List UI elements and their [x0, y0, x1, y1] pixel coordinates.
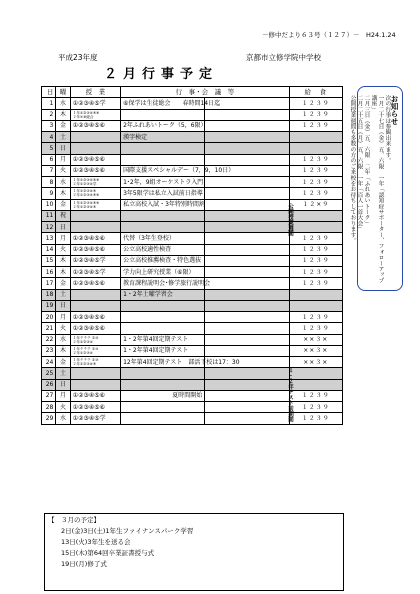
table-row — [42, 357, 343, 368]
class-cell — [70, 188, 120, 199]
class-cell: ①②③④⑤⑥ — [70, 312, 120, 323]
day-cell: 25 — [42, 368, 56, 379]
table-row — [42, 165, 343, 176]
weekday-cell: 日 — [56, 222, 70, 233]
class-cell — [70, 334, 120, 345]
lunch-cell: ××３× — [289, 357, 342, 368]
lunch-cell: １２３９ — [289, 177, 342, 188]
day-cell: 15 — [42, 255, 56, 266]
lunch-cell: １２３９ — [289, 165, 342, 176]
class-cell — [70, 345, 120, 356]
day-cell: 21 — [42, 323, 56, 334]
lunch-cell: １２３９ — [289, 109, 342, 120]
class-cell: ①②③④⑤⑥ — [70, 154, 120, 165]
event-cell — [121, 109, 205, 120]
weekday-cell: 月 — [56, 233, 70, 244]
weekday-cell: 火 — [56, 244, 70, 255]
class-cell: ①②③④⑤⑥ — [70, 402, 120, 413]
event-cell: 漢字検定 — [121, 132, 205, 143]
school-year: 平成23年度 — [58, 53, 98, 62]
lunch-cell — [289, 143, 342, 154]
class-cell — [70, 143, 120, 154]
class-cell: ①②③④⑤学 — [70, 255, 120, 266]
march-heading: 【 ３月の予定】 — [48, 516, 100, 524]
table-row — [42, 278, 343, 289]
event-cell — [121, 222, 205, 233]
class-cell-line: ２年①②③④ — [72, 339, 93, 344]
note-cell — [205, 300, 289, 311]
day-cell: 22 — [42, 334, 56, 345]
lunch-cell — [289, 132, 342, 143]
event-cell — [121, 210, 205, 221]
weekday-cell: 土 — [56, 368, 70, 379]
day-cell: 12 — [42, 222, 56, 233]
event-cell: 1･2年，9組オーケストラ入門 — [121, 177, 205, 188]
weekday-cell: 木 — [56, 188, 70, 199]
class-cell: ①②③④⑤学 — [70, 267, 120, 278]
note-cell — [205, 222, 289, 233]
class-cell: ①②③④⑤⑥ — [70, 165, 120, 176]
event-cell — [121, 312, 205, 323]
event-cell — [121, 323, 205, 334]
note-cell — [205, 255, 289, 266]
class-cell-line: １年①②③④⑤⑥ — [72, 200, 100, 205]
note-cell — [205, 379, 289, 390]
event-cell — [121, 143, 205, 154]
note-cell — [205, 233, 289, 244]
note-cell — [205, 334, 289, 345]
table-row — [42, 334, 343, 345]
lunch-cell: １２３９ — [289, 390, 342, 401]
weekday-cell: 金 — [56, 278, 70, 289]
table-row — [42, 177, 343, 188]
page-title: ２月行事予定 — [104, 67, 219, 82]
day-cell: 9 — [42, 188, 56, 199]
lunch-cell: １２３９ — [289, 154, 342, 165]
class-cell-line: ２年①②③④ — [72, 350, 93, 355]
weekday-cell: 火 — [56, 165, 70, 176]
lunch-cell: １２３９ — [289, 233, 342, 244]
lunch-cell — [289, 222, 342, 233]
note-cell — [205, 289, 289, 300]
table-row — [42, 210, 343, 221]
march-item: 15日(木)第64回卒業証書授与式 — [61, 549, 155, 557]
table-row — [42, 323, 343, 334]
day-cell: 17 — [42, 278, 56, 289]
weekday-cell: 土 — [56, 132, 70, 143]
table-row — [42, 188, 343, 199]
event-cell: 公立高校適性検査 — [121, 244, 205, 255]
lunch-cell — [289, 210, 342, 221]
class-cell-line: １年①②③④⑤⑥ — [72, 178, 100, 183]
notice-line: 二月二十五日（月）五、六限 一年「百人一首大会」 — [356, 95, 362, 232]
weekday-cell: 木 — [56, 255, 70, 266]
weekday-cell: 祝 — [56, 210, 70, 221]
class-cell: ①②③④⑤学 — [70, 98, 120, 109]
weekday-cell: 月 — [56, 390, 70, 401]
open-week-note: 公開授業週間 — [287, 202, 293, 236]
class-cell — [70, 177, 120, 188]
note-cell — [205, 244, 289, 255]
class-cell-line: １年①②③④⑤ — [72, 189, 97, 194]
day-cell: 4 — [42, 132, 56, 143]
issue-header: －修中だより６３号（１２７）－ H24.1.24 — [262, 31, 396, 39]
table-row — [42, 132, 343, 143]
class-cell: ①②③④⑤学 — [70, 413, 120, 424]
event-cell: 教育課程説明会･修学旅行説明会 — [121, 278, 205, 289]
lunch-cell: １２３９ — [289, 255, 342, 266]
day-cell: 14 — [42, 244, 56, 255]
note-cell — [205, 109, 289, 120]
day-cell: 24 — [42, 357, 56, 368]
march-item: 2日(金)3日(土)1年生ファイナンスパーク学習 — [61, 527, 194, 535]
day-cell: 5 — [42, 143, 56, 154]
day-cell: 26 — [42, 379, 56, 390]
note-cell — [205, 154, 289, 165]
weekday-cell: 金 — [56, 120, 70, 131]
day-cell: 7 — [42, 165, 56, 176]
note-cell — [205, 323, 289, 334]
day-cell: 18 — [42, 289, 56, 300]
school-name: 京都市立修学院中学校 — [246, 53, 321, 62]
day-cell: 13 — [42, 233, 56, 244]
event-cell: 代替（3年生登校） — [121, 233, 205, 244]
march-schedule — [44, 513, 344, 591]
note-cell — [205, 413, 289, 424]
table-row — [42, 390, 343, 401]
notice-box — [349, 86, 403, 291]
test-period-note: １・２年テスト前期間 — [287, 366, 293, 422]
lunch-cell: １２３９ — [289, 312, 342, 323]
lunch-cell: １２３９ — [289, 267, 342, 278]
class-cell — [70, 379, 120, 390]
table-header-row — [42, 87, 343, 98]
weekday-cell: 金 — [56, 357, 70, 368]
event-cell: 1・2年第4回定期テスト — [121, 334, 205, 345]
weekday-cell: 火 — [56, 402, 70, 413]
class-cell-line: ２年①②③④⑤ — [72, 362, 97, 367]
table-row — [42, 368, 343, 379]
weekday-cell: 日 — [56, 300, 70, 311]
note-cell — [205, 402, 289, 413]
table-row — [42, 255, 343, 266]
weekday-cell: 木 — [56, 345, 70, 356]
class-cell — [70, 222, 120, 233]
note-cell — [205, 267, 289, 278]
note-cell — [205, 132, 289, 143]
table-row — [42, 345, 343, 356]
lunch-cell: ××３× — [289, 345, 342, 356]
class-cell — [70, 210, 120, 221]
class-cell — [70, 132, 120, 143]
lunch-cell: １２３９ — [289, 244, 342, 255]
notice-line: 二月三日（金）五、六限 二年「ふれあいトーク」 — [363, 95, 369, 227]
event-cell: 3年5限学は私立入試前日指導 — [121, 188, 205, 199]
class-cell — [70, 289, 120, 300]
lunch-cell: １２３９ — [289, 120, 342, 131]
event-cell: 私立高校入試・3年特別時間割 — [121, 199, 205, 210]
day-cell: 8 — [42, 177, 56, 188]
note-cell — [205, 368, 289, 379]
table-row — [42, 233, 343, 244]
table-row — [42, 267, 343, 278]
class-cell: ①②③④⑤⑥ — [70, 390, 120, 401]
header-day: 日 — [42, 87, 56, 98]
notice-title: お知らせ — [390, 95, 399, 125]
weekday-cell: 土 — [56, 289, 70, 300]
event-cell: 国際支援スペシャルデー（7，9，10日） — [121, 165, 205, 176]
event-cell: ⑥保学は生徒総会 春時間14日迄 — [121, 98, 205, 109]
notice-line: 一月二十七日（金）五、六限 一年「認知症サポーター、フォローアップ講座」 — [370, 95, 383, 284]
table-row — [42, 379, 343, 390]
lunch-cell: ××３× — [289, 334, 342, 345]
class-cell — [70, 357, 120, 368]
note-cell — [205, 177, 289, 188]
class-cell-line: ２年①②③④学 — [72, 182, 97, 187]
event-cell: 1・2年第4回定期テスト — [121, 345, 205, 356]
table-row — [42, 244, 343, 255]
event-cell — [121, 368, 205, 379]
lunch-cell: １２３９ — [289, 188, 342, 199]
day-cell: 19 — [42, 300, 56, 311]
lunch-cell — [289, 368, 342, 379]
note-cell — [205, 345, 289, 356]
weekday-cell: 月 — [56, 312, 70, 323]
table-row — [42, 402, 343, 413]
table-row — [42, 289, 343, 300]
lunch-cell — [289, 289, 342, 300]
note-cell — [205, 199, 289, 210]
note-cell — [205, 312, 289, 323]
day-cell: 6 — [42, 154, 56, 165]
event-cell: 2年ふれあいトーク（5，6限） — [121, 120, 205, 131]
table-row — [42, 300, 343, 311]
event-cell: 12年第4回定期テスト 部活下校は17：30 — [121, 357, 205, 368]
march-item: 19日(月)修了式 — [61, 560, 107, 568]
march-item: 13日(火)3年生を送る会 — [61, 538, 131, 546]
lunch-cell: １２３９ — [289, 278, 342, 289]
notice-line: 次の行事は参観出来ます。 — [384, 95, 390, 164]
class-cell-line: ２年①②③④⑤⑥ — [72, 193, 100, 198]
table-row — [42, 98, 343, 109]
day-cell: 11 — [42, 210, 56, 221]
day-cell: 10 — [42, 199, 56, 210]
weekday-cell: 金 — [56, 199, 70, 210]
header-class: 授 業 — [70, 87, 120, 98]
weekday-cell: 水 — [56, 177, 70, 188]
day-cell: 20 — [42, 312, 56, 323]
note-cell — [205, 210, 289, 221]
table-row — [42, 413, 343, 424]
event-cell — [121, 402, 205, 413]
header-lunch: 給 食 — [289, 87, 342, 98]
day-cell: 23 — [42, 345, 56, 356]
day-cell: 3 — [42, 120, 56, 131]
event-cell — [121, 154, 205, 165]
schedule-table — [41, 86, 343, 425]
note-cell — [205, 188, 289, 199]
event-cell: 公立高校推薦検査・特色選抜 — [121, 255, 205, 266]
class-cell: ①②③④⑤⑥ — [70, 233, 120, 244]
class-cell-line: ２年⑦⑧総合 — [72, 114, 94, 119]
table-row — [42, 312, 343, 323]
class-cell-line: １年テテテ ②③ — [72, 346, 99, 351]
day-cell: 27 — [42, 390, 56, 401]
table-row — [42, 120, 343, 131]
header-events: 行 事・会 議 等 — [121, 87, 289, 98]
day-cell: 29 — [42, 413, 56, 424]
event-cell — [121, 300, 205, 311]
table-row — [42, 109, 343, 120]
weekday-cell: 日 — [56, 143, 70, 154]
lunch-cell — [289, 379, 342, 390]
table-row — [42, 199, 343, 210]
event-cell: 1・2年土曜学習会 — [121, 289, 205, 300]
table-row — [42, 143, 343, 154]
header-weekday: 曜 — [56, 87, 70, 98]
weekday-cell: 月 — [56, 154, 70, 165]
class-cell: ①②③④⑤⑥ — [70, 278, 120, 289]
class-cell-line: １年①②③④⑤⑥ — [72, 110, 100, 115]
class-cell: ①②③④⑤⑥ — [70, 244, 120, 255]
weekday-cell: 火 — [56, 323, 70, 334]
event-cell — [121, 413, 205, 424]
day-cell: 2 — [42, 109, 56, 120]
note-cell — [205, 143, 289, 154]
day-cell: 28 — [42, 402, 56, 413]
class-cell — [70, 300, 120, 311]
class-cell — [70, 109, 120, 120]
class-cell: ①②③④⑤⑥ — [70, 323, 120, 334]
note-cell — [205, 120, 289, 131]
event-cell: 夏時間開始 — [121, 390, 205, 401]
note-cell — [205, 278, 289, 289]
weekday-cell: 日 — [56, 379, 70, 390]
class-cell — [70, 368, 120, 379]
note-cell — [205, 390, 289, 401]
class-cell-line: ２年①②③④⑤ — [72, 204, 97, 209]
weekday-cell: 水 — [56, 98, 70, 109]
weekday-cell: 木 — [56, 109, 70, 120]
lunch-cell: １２３９ — [289, 323, 342, 334]
notice-line: 公開授業週間も多数の方のご来校をお待ちしております。 — [349, 95, 355, 244]
class-cell — [70, 199, 120, 210]
class-cell-line: １年テテテ ②③ — [72, 335, 99, 340]
lunch-cell — [289, 300, 342, 311]
weekday-cell: 水 — [56, 413, 70, 424]
event-cell: 学力向上研究授業（⑥限） — [121, 267, 205, 278]
table-row — [42, 154, 343, 165]
lunch-cell: １２３９ — [289, 98, 342, 109]
day-cell: 1 — [42, 98, 56, 109]
event-cell — [121, 379, 205, 390]
weekday-cell: 木 — [56, 267, 70, 278]
class-cell-line: １年テテテ ②③ — [72, 358, 99, 363]
day-cell: 16 — [42, 267, 56, 278]
class-cell: ①②③④⑤⑥ — [70, 120, 120, 131]
lunch-cell: １２３９ — [289, 402, 342, 413]
weekday-cell: 水 — [56, 334, 70, 345]
lunch-cell: １２３９ — [289, 413, 342, 424]
lunch-cell: １２×９ — [289, 199, 342, 210]
notice-text — [348, 95, 398, 285]
table-row — [42, 222, 343, 233]
